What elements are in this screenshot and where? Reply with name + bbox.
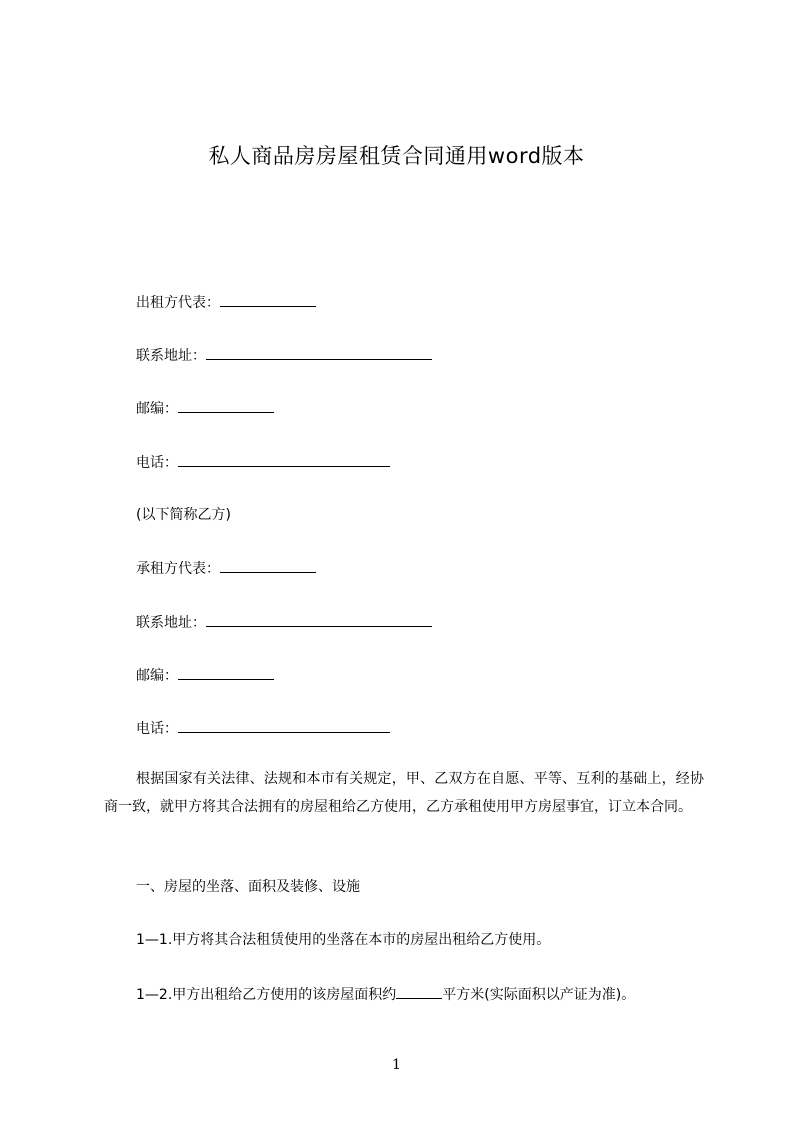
- lessee-address-blank: [206, 612, 432, 627]
- lessee-note: (以下简称乙方): [136, 507, 231, 523]
- clause-1-2-text-after: 平方米(实际面积以产证为准)。: [442, 987, 636, 1003]
- lessee-phone-label: 电话：: [136, 721, 178, 737]
- section-1-heading: 一、房屋的坐落、面积及装修、设施: [136, 879, 360, 895]
- clause-1-1: 1—1.甲方将其合法租赁使用的坐落在本市的房屋出租给乙方使用。: [136, 932, 551, 948]
- lessee-representative-label: 承租方代表：: [136, 561, 220, 577]
- lessor-representative-field: [136, 292, 316, 313]
- lessee-postcode-blank: [178, 665, 274, 680]
- clause-1-2-text-before: 1—2.甲方出租给乙方使用的该房屋面积约: [136, 987, 397, 1003]
- lessee-phone-blank: [178, 718, 390, 733]
- lessee-representative-field: [136, 558, 316, 579]
- page-number: 1: [392, 1057, 401, 1073]
- lessor-representative-label: 出租方代表：: [136, 295, 220, 311]
- lessee-phone-field: [136, 718, 390, 739]
- lessor-postcode-blank: [178, 398, 274, 413]
- document-title: 私人商品房房屋租赁合同通用word版本: [208, 144, 585, 168]
- clause-1-2-area-blank: [396, 984, 442, 999]
- lessor-postcode-field: [136, 398, 274, 419]
- lessor-phone-label: 电话：: [136, 455, 178, 471]
- lessee-representative-blank: [220, 558, 316, 573]
- lessor-representative-blank: [220, 292, 316, 307]
- lessor-phone-field: [136, 452, 390, 473]
- lessor-address-blank: [206, 345, 432, 360]
- lessor-address-field: [136, 345, 432, 366]
- lessor-address-label: 联系地址：: [136, 348, 206, 364]
- lessor-postcode-label: 邮编：: [136, 401, 178, 417]
- lessee-postcode-field: [136, 665, 274, 686]
- lessor-phone-blank: [178, 452, 390, 467]
- lessee-postcode-label: 邮编：: [136, 668, 178, 684]
- clause-1-2: [136, 984, 635, 1005]
- lessee-address-label: 联系地址：: [136, 615, 206, 631]
- intro-paragraph: 根据国家有关法律、法规和本市有关规定，甲、乙双方在自愿、平等、互利的基础上，经协商一致，就甲方将其合法拥有的房屋租给乙方使用，乙方承租使用甲方房屋事宜，订立本合同。: [104, 771, 704, 815]
- lessee-address-field: [136, 612, 432, 633]
